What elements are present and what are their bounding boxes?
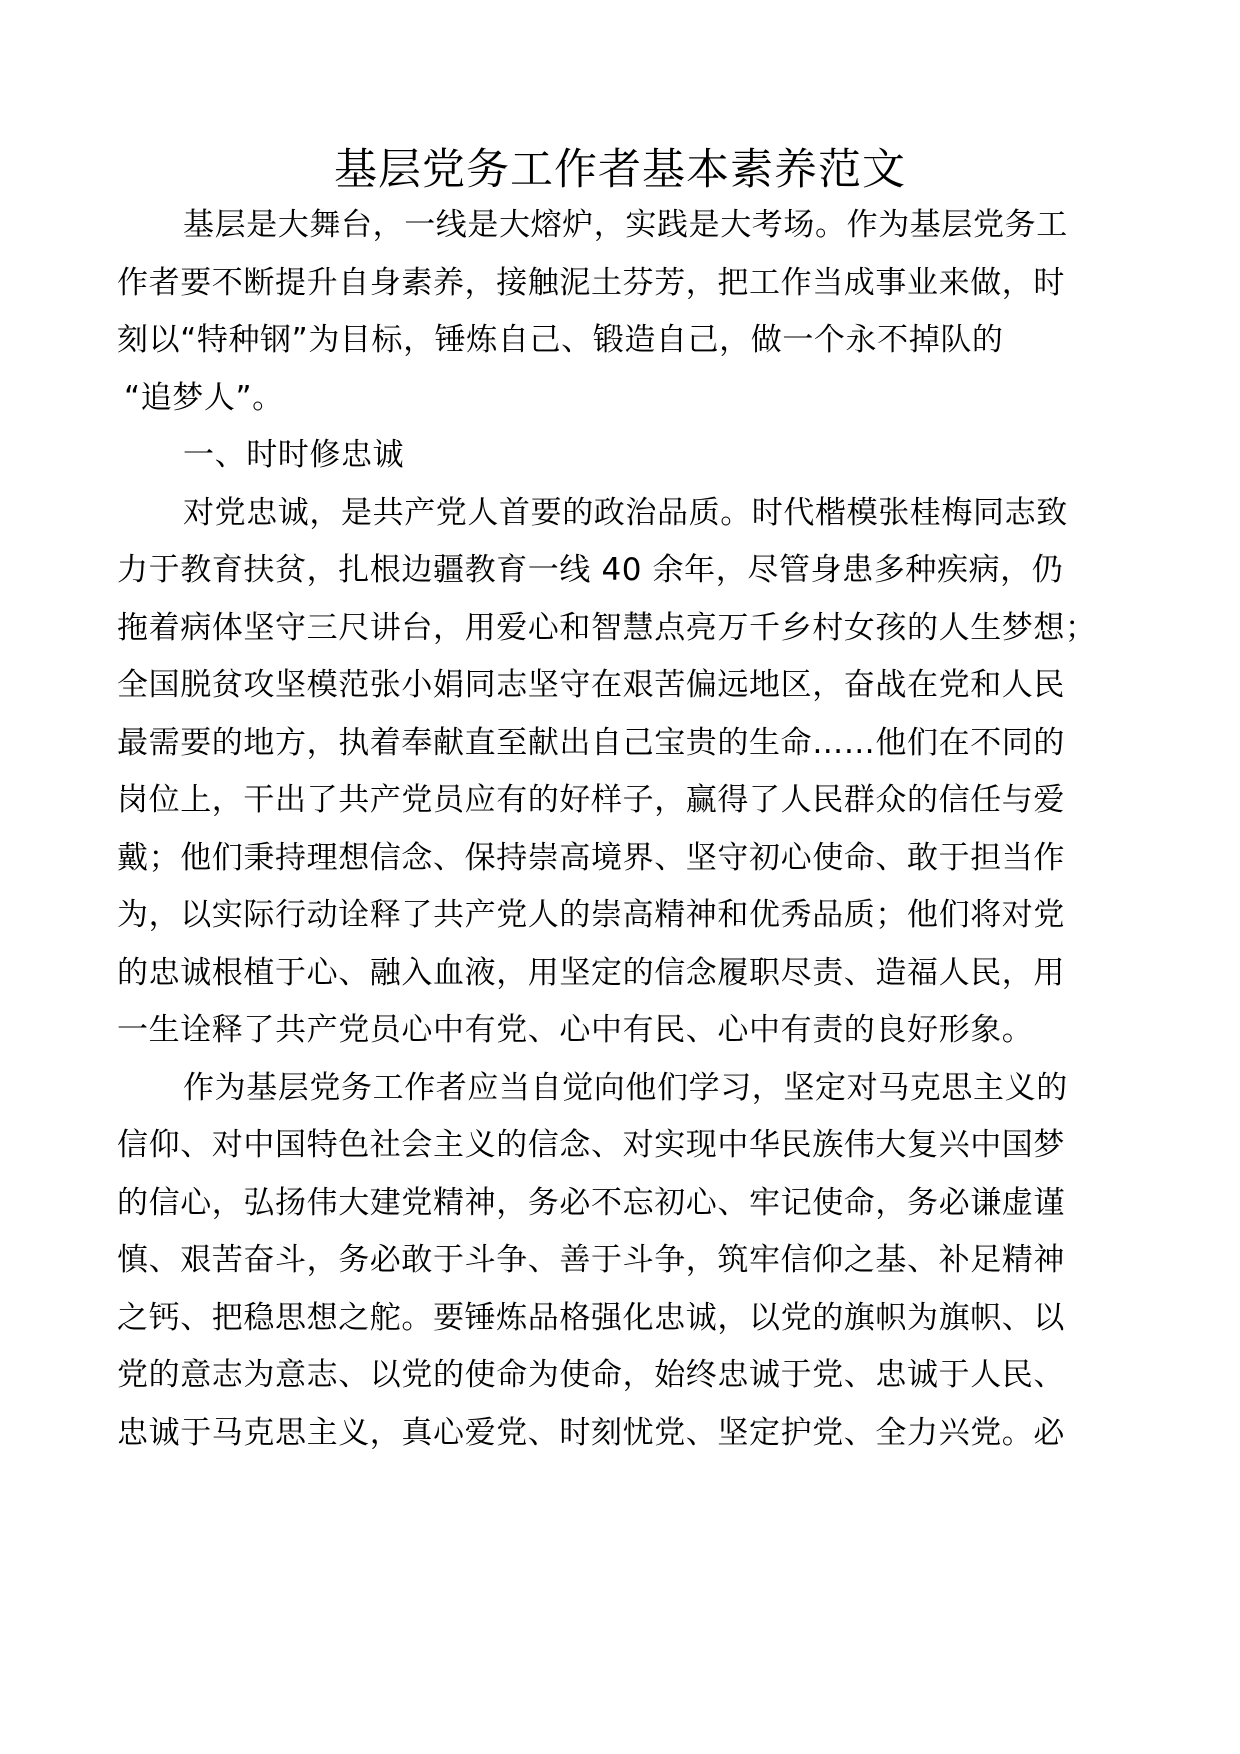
paragraph-line: 慎、艰苦奋斗，务必敢于斗争、善于斗争，筑牢信仰之基、补足精神: [117, 1242, 1065, 1278]
paragraph-line: 岗位上，干出了共产党员应有的好样子，赢得了人民群众的信任与爱: [117, 782, 1065, 818]
paragraph-line: 党的意志为意志、以党的使命为使命，始终忠诚于党、忠诚于人民、: [117, 1357, 1065, 1393]
paragraph-line: 作为基层党务工作者应当自觉向他们学习，坚定对马克思主义的: [183, 1070, 1068, 1106]
paragraph-line: “追梦人”。: [124, 380, 284, 416]
paragraph-line: 力于教育扶贫，扎根边疆教育一线 40 余年，尽管身患多种疾病，仍: [117, 552, 1064, 588]
paragraph-line: 戴；他们秉持理想信念、保持崇高境界、坚守初心使命、敢于担当作: [117, 840, 1065, 876]
paragraph-line: 之钙、把稳思想之舵。要锤炼品格强化忠诚，以党的旗帜为旗帜、以: [117, 1300, 1065, 1336]
paragraph-line: 一生诠释了共产党员心中有党、心中有民、心中有责的良好形象。: [117, 1012, 1034, 1048]
paragraph-line: 为，以实际行动诠释了共产党人的崇高精神和优秀品质；他们将对党: [117, 897, 1065, 933]
paragraph-line: 忠诚于马克思主义，真心爱党、时刻忧党、坚定护党、全力兴党。必: [117, 1415, 1065, 1451]
paragraph-line: 刻以“特种钢”为目标，锤炼自己、锻造自己，做一个永不掉队的: [117, 322, 1004, 358]
paragraph-line: 全国脱贫攻坚模范张小娟同志坚守在艰苦偏远地区，奋战在党和人民: [117, 667, 1065, 703]
paragraph-line: 的忠诚根植于心、融入血液，用坚定的信念履职尽责、造福人民，用: [117, 955, 1065, 991]
section-heading: 一、时时修忠诚: [183, 437, 405, 473]
paragraph-line: 基层是大舞台，一线是大熔炉，实践是大考场。作为基层党务工: [183, 207, 1068, 243]
paragraph-line: 作者要不断提升自身素养，接触泥土芬芳，把工作当成事业来做，时: [117, 265, 1065, 301]
document-title: 基层党务工作者基本素养范文: [334, 145, 906, 195]
paragraph-line: 信仰、对中国特色社会主义的信念、对实现中华民族伟大复兴中国梦: [117, 1127, 1065, 1163]
paragraph-line: 拖着病体坚守三尺讲台，用爱心和智慧点亮万千乡村女孩的人生梦想；: [117, 610, 1097, 646]
paragraph-line: 的信心，弘扬伟大建党精神，务必不忘初心、牢记使命，务必谦虚谨: [117, 1185, 1065, 1221]
paragraph-line: 对党忠诚，是共产党人首要的政治品质。时代楷模张桂梅同志致: [183, 495, 1068, 531]
paragraph-line: 最需要的地方，执着奉献直至献出自己宝贵的生命……他们在不同的: [117, 725, 1065, 761]
